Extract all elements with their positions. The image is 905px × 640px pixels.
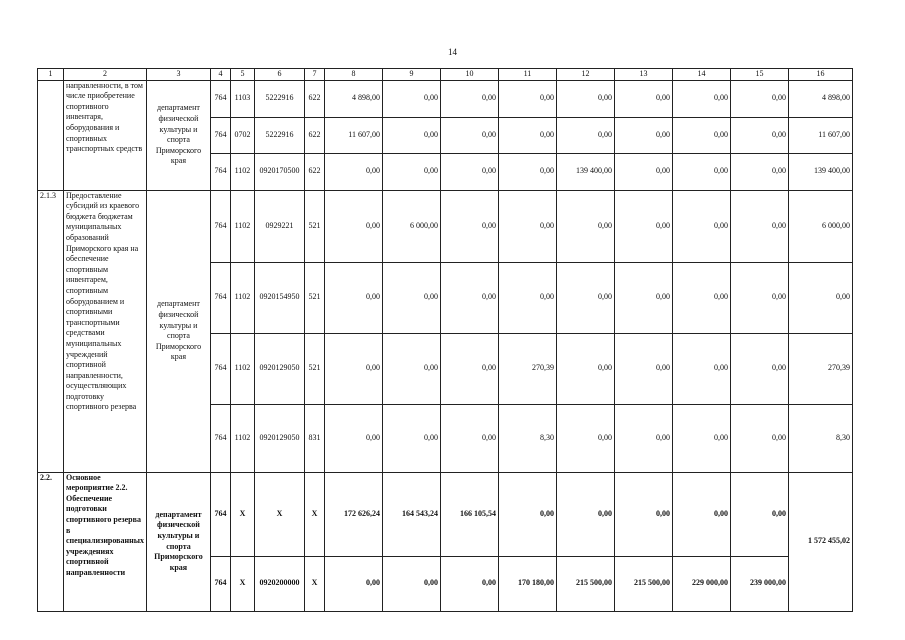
value-col-12: 139 400,00: [556, 153, 614, 190]
value-col-9: 0,00: [382, 262, 440, 333]
value-col-8: 0,00: [324, 404, 382, 472]
value-col-8: 11 607,00: [324, 117, 382, 153]
table-row: [38, 190, 853, 262]
value-col-16: 1 572 455,02: [788, 472, 852, 611]
grbs-code: 764: [210, 404, 230, 472]
header-cell: 12: [556, 69, 614, 81]
value-col-15: 0,00: [730, 262, 788, 333]
value-col-11: 8,30: [498, 404, 556, 472]
value-col-8: 4 898,00: [324, 80, 382, 117]
grbs-code: 764: [210, 333, 230, 404]
responsible-department: департамент физической культуры и спорта Приморского края: [146, 472, 210, 611]
value-col-12: 215 500,00: [556, 556, 614, 611]
value-col-8: 172 626,24: [324, 472, 382, 556]
target-article-code: 0920200000: [254, 556, 304, 611]
value-col-15: 239 000,00: [730, 556, 788, 611]
section-code: X: [230, 472, 254, 556]
value-col-12: 0,00: [556, 80, 614, 117]
header-cell: 3: [146, 69, 210, 81]
value-col-14: 0,00: [672, 80, 730, 117]
target-article-code: 0920129050: [254, 333, 304, 404]
value-col-10: 0,00: [440, 404, 498, 472]
expense-type-code: 622: [304, 153, 324, 190]
header-cell: 4: [210, 69, 230, 81]
value-col-10: 166 105,54: [440, 472, 498, 556]
value-col-15: 0,00: [730, 153, 788, 190]
header-cell: 1: [38, 69, 64, 81]
expense-type-code: 622: [304, 117, 324, 153]
target-article-code: 0920154950: [254, 262, 304, 333]
section-code: X: [230, 556, 254, 611]
value-col-12: 0,00: [556, 404, 614, 472]
value-col-9: 164 543,24: [382, 472, 440, 556]
value-col-15: 0,00: [730, 80, 788, 117]
target-article-code: 0920170500: [254, 153, 304, 190]
value-col-10: 0,00: [440, 262, 498, 333]
value-col-10: 0,00: [440, 190, 498, 262]
value-col-15: 0,00: [730, 333, 788, 404]
value-col-14: 0,00: [672, 472, 730, 556]
grbs-code: 764: [210, 556, 230, 611]
value-col-11: 170 180,00: [498, 556, 556, 611]
value-col-15: 0,00: [730, 404, 788, 472]
expense-type-code: 521: [304, 190, 324, 262]
section-code: 1102: [230, 262, 254, 333]
item-name: направленности, в том числе приобретение спортивного инвентаря, оборудования и спортивных транспортных средств: [64, 80, 147, 190]
expense-type-code: 831: [304, 404, 324, 472]
value-col-9: 0,00: [382, 153, 440, 190]
value-col-8: 0,00: [324, 190, 382, 262]
target-article-code: 0929221: [254, 190, 304, 262]
header-cell: 2: [64, 69, 147, 81]
grbs-code: 764: [210, 117, 230, 153]
value-col-9: 0,00: [382, 404, 440, 472]
value-col-16: 270,39: [788, 333, 852, 404]
value-col-13: 215 500,00: [614, 556, 672, 611]
expense-type-code: X: [304, 556, 324, 611]
value-col-9: 0,00: [382, 117, 440, 153]
grbs-code: 764: [210, 472, 230, 556]
value-col-11: 0,00: [498, 472, 556, 556]
header-cell: 14: [672, 69, 730, 81]
section-code: 1103: [230, 80, 254, 117]
budget-table: [37, 68, 853, 612]
target-article-code: 0920129050: [254, 404, 304, 472]
value-col-10: 0,00: [440, 333, 498, 404]
grbs-code: 764: [210, 190, 230, 262]
page-number: 14: [448, 47, 457, 57]
header-cell: 15: [730, 69, 788, 81]
value-col-15: 0,00: [730, 190, 788, 262]
value-col-10: 0,00: [440, 117, 498, 153]
value-col-14: 0,00: [672, 404, 730, 472]
section-code: 1102: [230, 190, 254, 262]
value-col-12: 0,00: [556, 333, 614, 404]
value-col-13: 0,00: [614, 190, 672, 262]
value-col-9: 0,00: [382, 80, 440, 117]
header-row: [38, 69, 853, 81]
expense-type-code: X: [304, 472, 324, 556]
table-row: [38, 80, 853, 117]
header-cell: 13: [614, 69, 672, 81]
item-name: Предоставление субсидий из краевого бюджета бюджетам муниципальных образований Приморского края на обеспечение спортивным инвентарем, спортивным оборудованием и спортивными транспортными средствами муниципальных учреждений спортивной направленности, осуществляющих подготовку спортивного резерва: [64, 190, 147, 472]
header-cell: 8: [324, 69, 382, 81]
value-col-10: 0,00: [440, 80, 498, 117]
value-col-13: 0,00: [614, 80, 672, 117]
expense-type-code: 521: [304, 262, 324, 333]
value-col-14: 229 000,00: [672, 556, 730, 611]
value-col-13: 0,00: [614, 117, 672, 153]
value-col-11: 0,00: [498, 153, 556, 190]
value-col-16: 8,30: [788, 404, 852, 472]
value-col-10: 0,00: [440, 153, 498, 190]
expense-type-code: 521: [304, 333, 324, 404]
section-code: 1102: [230, 333, 254, 404]
value-col-9: 6 000,00: [382, 190, 440, 262]
value-col-16: 11 607,00: [788, 117, 852, 153]
value-col-13: 0,00: [614, 153, 672, 190]
responsible-department: департамент физической культуры и спорта Приморского края: [146, 190, 210, 472]
value-col-16: 139 400,00: [788, 153, 852, 190]
value-col-13: 0,00: [614, 262, 672, 333]
value-col-14: 0,00: [672, 333, 730, 404]
target-article-code: X: [254, 472, 304, 556]
header-cell: 7: [304, 69, 324, 81]
item-name: Основное мероприятие 2.2. Обеспечение подготовки спортивного резерва в специализированных учреждениях спортивной направленности: [64, 472, 147, 611]
item-number: 2.2.: [38, 472, 64, 611]
value-col-8: 0,00: [324, 556, 382, 611]
table-row: [38, 472, 853, 556]
value-col-12: 0,00: [556, 472, 614, 556]
target-article-code: 5222916: [254, 80, 304, 117]
grbs-code: 764: [210, 262, 230, 333]
value-col-11: 0,00: [498, 262, 556, 333]
value-col-14: 0,00: [672, 190, 730, 262]
value-col-11: 0,00: [498, 190, 556, 262]
value-col-14: 0,00: [672, 262, 730, 333]
value-col-11: 270,39: [498, 333, 556, 404]
value-col-9: 0,00: [382, 333, 440, 404]
section-code: 0702: [230, 117, 254, 153]
value-col-16: 6 000,00: [788, 190, 852, 262]
value-col-13: 0,00: [614, 404, 672, 472]
value-col-12: 0,00: [556, 190, 614, 262]
target-article-code: 5222916: [254, 117, 304, 153]
grbs-code: 764: [210, 80, 230, 117]
value-col-15: 0,00: [730, 117, 788, 153]
responsible-department: департамент физической культуры и спорта Приморского края: [146, 80, 210, 190]
value-col-16: 4 898,00: [788, 80, 852, 117]
item-number: [38, 80, 64, 190]
value-col-9: 0,00: [382, 556, 440, 611]
value-col-11: 0,00: [498, 117, 556, 153]
value-col-14: 0,00: [672, 153, 730, 190]
header-cell: 16: [788, 69, 852, 81]
value-col-12: 0,00: [556, 117, 614, 153]
value-col-8: 0,00: [324, 153, 382, 190]
item-number: 2.1.3: [38, 190, 64, 472]
header-cell: 5: [230, 69, 254, 81]
value-col-8: 0,00: [324, 262, 382, 333]
value-col-11: 0,00: [498, 80, 556, 117]
section-code: 1102: [230, 404, 254, 472]
value-col-14: 0,00: [672, 117, 730, 153]
section-code: 1102: [230, 153, 254, 190]
value-col-10: 0,00: [440, 556, 498, 611]
header-cell: 10: [440, 69, 498, 81]
value-col-12: 0,00: [556, 262, 614, 333]
value-col-13: 0,00: [614, 333, 672, 404]
expense-type-code: 622: [304, 80, 324, 117]
header-cell: 11: [498, 69, 556, 81]
value-col-15: 0,00: [730, 472, 788, 556]
value-col-13: 0,00: [614, 472, 672, 556]
grbs-code: 764: [210, 153, 230, 190]
header-cell: 6: [254, 69, 304, 81]
header-cell: 9: [382, 69, 440, 81]
value-col-16: 0,00: [788, 262, 852, 333]
value-col-8: 0,00: [324, 333, 382, 404]
